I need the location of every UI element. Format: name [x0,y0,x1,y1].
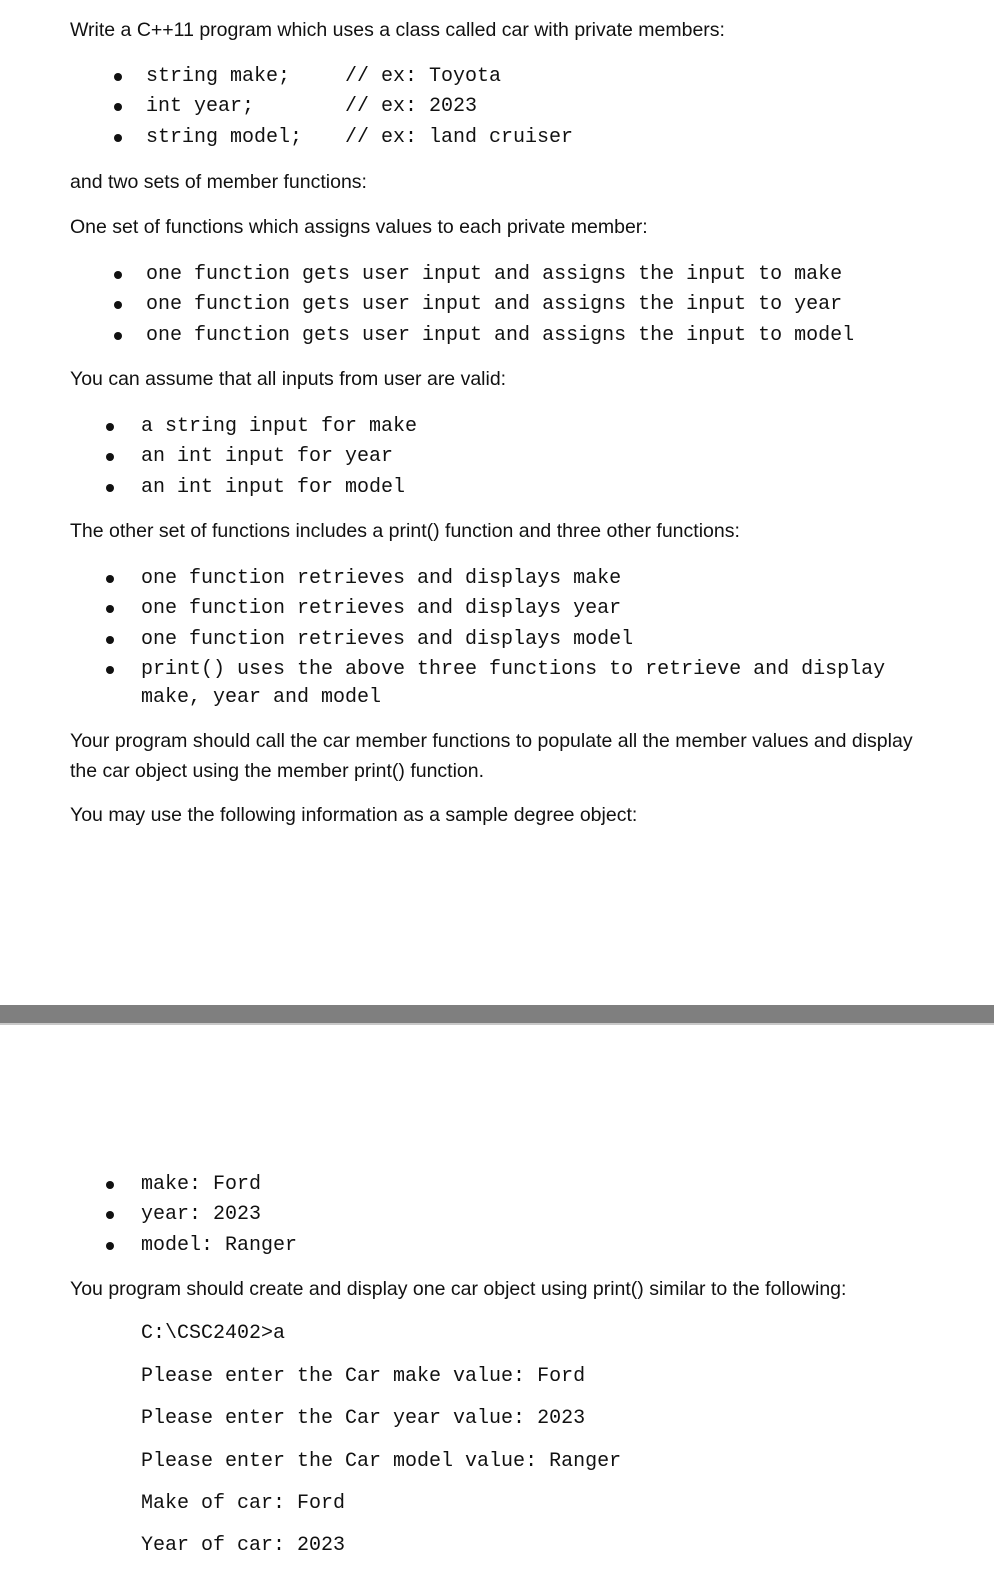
list-item: model: Ranger [141,1234,298,1257]
member-code: int year; [146,95,255,118]
list-item: one function retrieves and displays make [141,567,622,590]
call-text-line2: the car object using the member print() function. [70,760,485,782]
member-code: string make; [146,65,291,88]
list-item-print: print() uses the above three functions to retrieve and display [141,658,886,681]
console-line: Year of car: 2023 [141,1534,346,1557]
bullet-icon [106,1242,114,1250]
set1-intro: One set of functions which assigns values to each private member: [70,216,648,238]
bullet-icon [114,134,122,142]
intro-text: Write a C++11 program which uses a class called car with private members: [70,19,725,41]
list-item: make: Ford [141,1173,262,1196]
list-item: one function gets user input and assigns the input to make [146,263,843,286]
list-item: an int input for model [141,476,406,499]
bullet-icon [106,423,114,431]
bullet-icon [106,453,114,461]
list-item: a string input for make [141,415,418,438]
bullet-icon [106,484,114,492]
bullet-icon [114,301,122,309]
create-display-text: You program should create and display one car object using print() similar to the following: [70,1278,847,1300]
bullet-icon [114,271,122,279]
sample-intro: You may use the following information as a sample degree object: [70,804,638,826]
list-item: one function gets user input and assigns the input to model [146,324,855,347]
bullet-icon [114,332,122,340]
bullet-icon [106,605,114,613]
list-item: year: 2023 [141,1203,262,1226]
console-line: Please enter the Car model value: Ranger [141,1450,622,1473]
bullet-icon [106,636,114,644]
page-divider [0,1005,994,1025]
member-code: string model; [146,126,303,149]
two-sets-text: and two sets of member functions: [70,171,367,193]
member-comment: // ex: Toyota [345,65,502,88]
assume-text: You can assume that all inputs from user are valid: [70,368,507,390]
list-item-print-cont: make, year and model [141,686,382,709]
bullet-icon [106,666,114,674]
console-line: C:\CSC2402>a [141,1322,286,1345]
call-text-line1: Your program should call the car member functions to populate all the member values and display [70,730,913,752]
console-line: Make of car: Ford [141,1492,346,1515]
set2-intro: The other set of functions includes a print() function and three other functions: [70,520,740,542]
list-item: an int input for year [141,445,394,468]
bullet-icon [106,1211,114,1219]
console-line: Please enter the Car make value: Ford [141,1365,586,1388]
console-line: Please enter the Car year value: 2023 [141,1407,586,1430]
member-comment: // ex: land cruiser [345,126,574,149]
list-item: one function retrieves and displays model [141,628,634,651]
bullet-icon [106,1181,114,1189]
list-item: one function gets user input and assigns the input to year [146,293,843,316]
list-item: one function retrieves and displays year [141,597,622,620]
bullet-icon [114,103,122,111]
bullet-icon [106,575,114,583]
bullet-icon [114,73,122,81]
member-comment: // ex: 2023 [345,95,478,118]
